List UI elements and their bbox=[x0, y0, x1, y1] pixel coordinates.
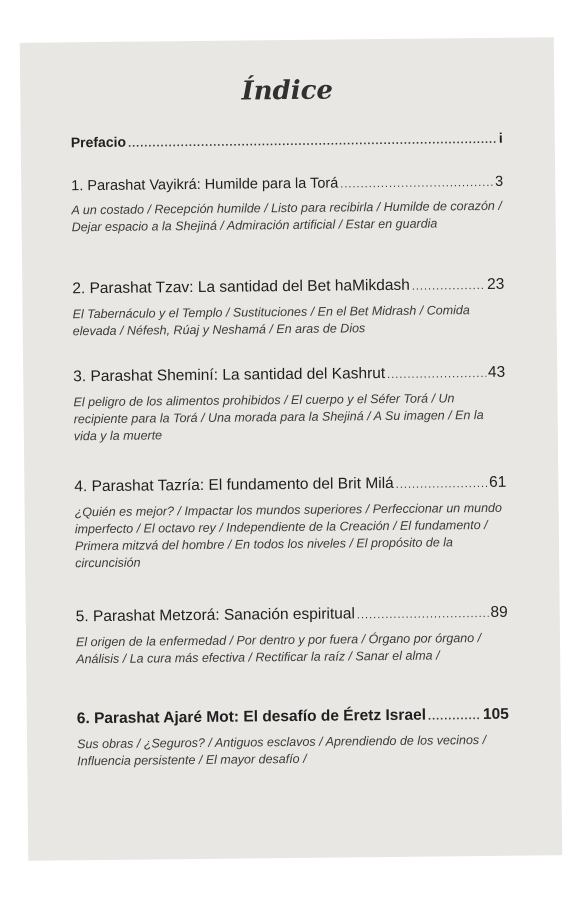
toc-entry-subtopics: El Tabernáculo y el Templo / Sustituciones / En el Bet Midrash / Comida elevada / Néfesh, Rúaj y Neshamá / En aras de Dios bbox=[72, 303, 470, 339]
toc-entry-heading bbox=[71, 174, 503, 195]
toc-entry-heading bbox=[73, 364, 505, 387]
toc-entry-title: 5. Parashat Metzorá: Sanación espiritual bbox=[75, 605, 355, 626]
book-page bbox=[20, 37, 563, 861]
dot-leader bbox=[412, 280, 485, 293]
toc-entry-chapter-6 bbox=[77, 706, 510, 771]
toc-entry-title: 2. Parashat Tzav: La santidad del Bet haMikdash bbox=[72, 276, 410, 298]
toc-entry-chapter-2 bbox=[72, 276, 505, 341]
toc-entry-page: 61 bbox=[489, 473, 507, 491]
toc-entry-chapter-3 bbox=[73, 364, 506, 446]
toc-entry-chapter-4 bbox=[74, 474, 507, 573]
toc-entry-subtopics: El origen de la enfermedad / Por dentro y por fuera / Órgano por órgano / Análisis / La cura más efectiva / Rectificar la raíz / Sanar el alma / bbox=[75, 631, 482, 667]
page-title: Índice bbox=[241, 75, 334, 107]
dot-leader bbox=[340, 177, 493, 191]
toc-entry-page: i bbox=[498, 129, 503, 146]
toc-entry-heading bbox=[77, 706, 509, 729]
dot-leader bbox=[357, 608, 489, 621]
toc-entry-subtopics: ¿Quién es mejor? / Impactar los mundos superiores / Perfeccionar un mundo imperfecto / El octavo rey / Independiente de la Creación / El fundamento / Primera mitzvá del hombre / En todos los niveles / El propósito de la circuncisión bbox=[74, 500, 502, 571]
toc-entry-prefacio bbox=[71, 130, 503, 151]
dot-leader bbox=[428, 710, 481, 723]
toc-entry-chapter-5 bbox=[76, 604, 509, 669]
toc-entry-title: 1. Parashat Vayikrá: Humilde para la Torá bbox=[71, 175, 339, 195]
toc-entry-heading bbox=[74, 474, 506, 497]
toc-entry-subtopics: A un costado / Recepción humilde / Listo para recibirla / Humilde de corazón / Dejar espacio a la Shejiná / Admiración artificial / Estar en guardia bbox=[71, 198, 502, 235]
toc-entry-page: 105 bbox=[482, 705, 509, 724]
toc-entry-chapter-1 bbox=[71, 174, 504, 237]
toc-entry-heading bbox=[71, 130, 503, 151]
toc-entry-title: 6. Parashat Ajaré Mot: El desafío de Éretz Israel bbox=[76, 706, 427, 728]
toc-entry-title: Prefacio bbox=[70, 133, 127, 151]
toc-entry-title: 4. Parashat Tazría: El fundamento del Brit Milá bbox=[74, 474, 394, 496]
toc-entry-title: 3. Parashat Sheminí: La santidad del Kashrut bbox=[73, 365, 386, 386]
toc-entry-page: 89 bbox=[490, 603, 508, 621]
toc-entry-heading bbox=[72, 276, 504, 299]
dot-leader bbox=[128, 134, 497, 150]
toc-entry-page: 23 bbox=[486, 275, 505, 293]
dot-leader bbox=[387, 368, 486, 381]
toc-entry-subtopics: El peligro de los alimentos prohibidos / El cuerpo y el Séfer Torá / Un recipiente para la Torá / Una morada para la Shejiná / A Su imagen / En la vida y la muerte bbox=[73, 391, 484, 444]
toc-entry-page: 3 bbox=[495, 173, 504, 190]
toc-entry-heading bbox=[76, 604, 508, 627]
toc-entry-page: 43 bbox=[487, 363, 506, 381]
dot-leader bbox=[396, 478, 488, 491]
toc-entry-subtopics: Sus obras / ¿Seguros? / Antiguos esclavos / Aprendiendo de los vecinos / Influencia persistente / El mayor desafío / bbox=[77, 732, 487, 769]
